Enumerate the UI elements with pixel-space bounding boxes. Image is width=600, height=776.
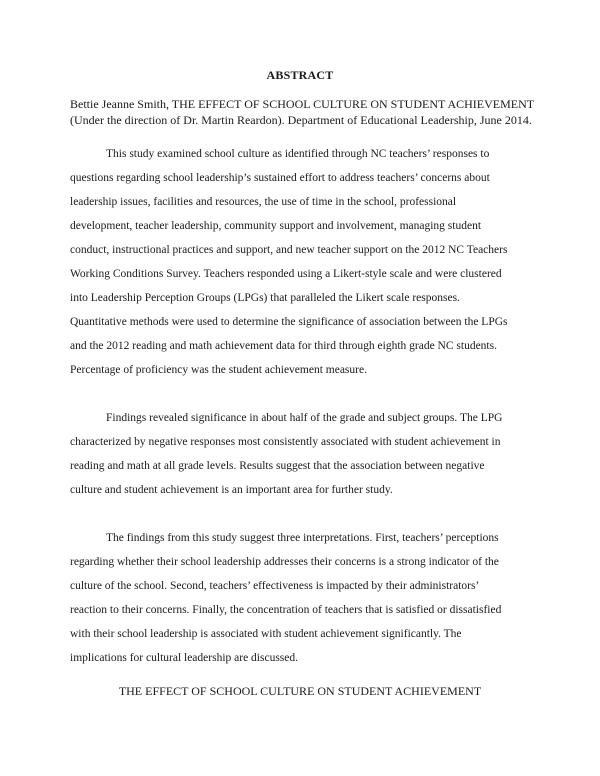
citation-block (70, 97, 542, 128)
text-line: reading and math at all grade levels. Results suggest that the association between negative (70, 460, 485, 472)
text-line: implications for cultural leadership are discussed. (70, 652, 299, 664)
text-line: Working Conditions Survey. Teachers responded using a Likert-style scale and were clustered (70, 268, 502, 280)
paragraph-3 (70, 526, 542, 670)
text-line: Findings revealed significance in about half of the grade and subject groups. The LPG (106, 412, 503, 424)
text-line: leadership issues, facilities and resources, the use of time in the school, professional (70, 196, 457, 208)
text-line: into Leadership Perception Groups (LPGs) that paralleled the Likert scale responses. (70, 292, 460, 304)
text-line: and the 2012 reading and math achievement data for third through eighth grade NC students. (70, 340, 497, 352)
text-line: with their school leadership is associated with student achievement significantly. The (70, 628, 462, 640)
next-title: THE EFFECT OF SCHOOL CULTURE ON STUDENT ACHIEVEMENT (118, 684, 482, 698)
citation-line: (Under the direction of Dr. Martin Reardon). Department of Educational Leadership, June 2014. (70, 112, 532, 127)
text-line: characterized by negative responses most consistently associated with student achievement in (70, 436, 501, 448)
text-line: conduct, instructional practices and support, and new teacher support on the 2012 NC Teachers (70, 244, 508, 256)
paragraph-2 (70, 406, 542, 502)
text-line: culture of the school. Second, teachers’ effectiveness is impacted by their administrators’ (70, 580, 480, 592)
text-line: Quantitative methods were used to determine the significance of association between the LPGs (70, 316, 508, 328)
text-line: Percentage of proficiency was the student achievement measure. (70, 364, 367, 376)
citation-line: Bettie Jeanne Smith, THE EFFECT OF SCHOOL CULTURE ON STUDENT ACHIEVEMENT (70, 97, 535, 111)
text-line: development, teacher leadership, community support and involvement, managing student (70, 220, 482, 232)
text-line: culture and student achievement is an important area for further study. (70, 484, 393, 496)
text-line: reaction to their concerns. Finally, the concentration of teachers that is satisfied or dissatisfied (70, 604, 502, 616)
text-line: The findings from this study suggest three interpretations. First, teachers’ perceptions (106, 532, 499, 544)
text-line: This study examined school culture as identified through NC teachers’ responses to (106, 148, 490, 160)
text-line: questions regarding school leadership’s sustained effort to address teachers’ concerns about (70, 172, 490, 184)
text-line: regarding whether their school leadership addresses their concerns is a strong indicator of the (70, 556, 499, 568)
abstract-heading: ABSTRACT (266, 68, 334, 82)
paragraph-1 (70, 142, 542, 382)
